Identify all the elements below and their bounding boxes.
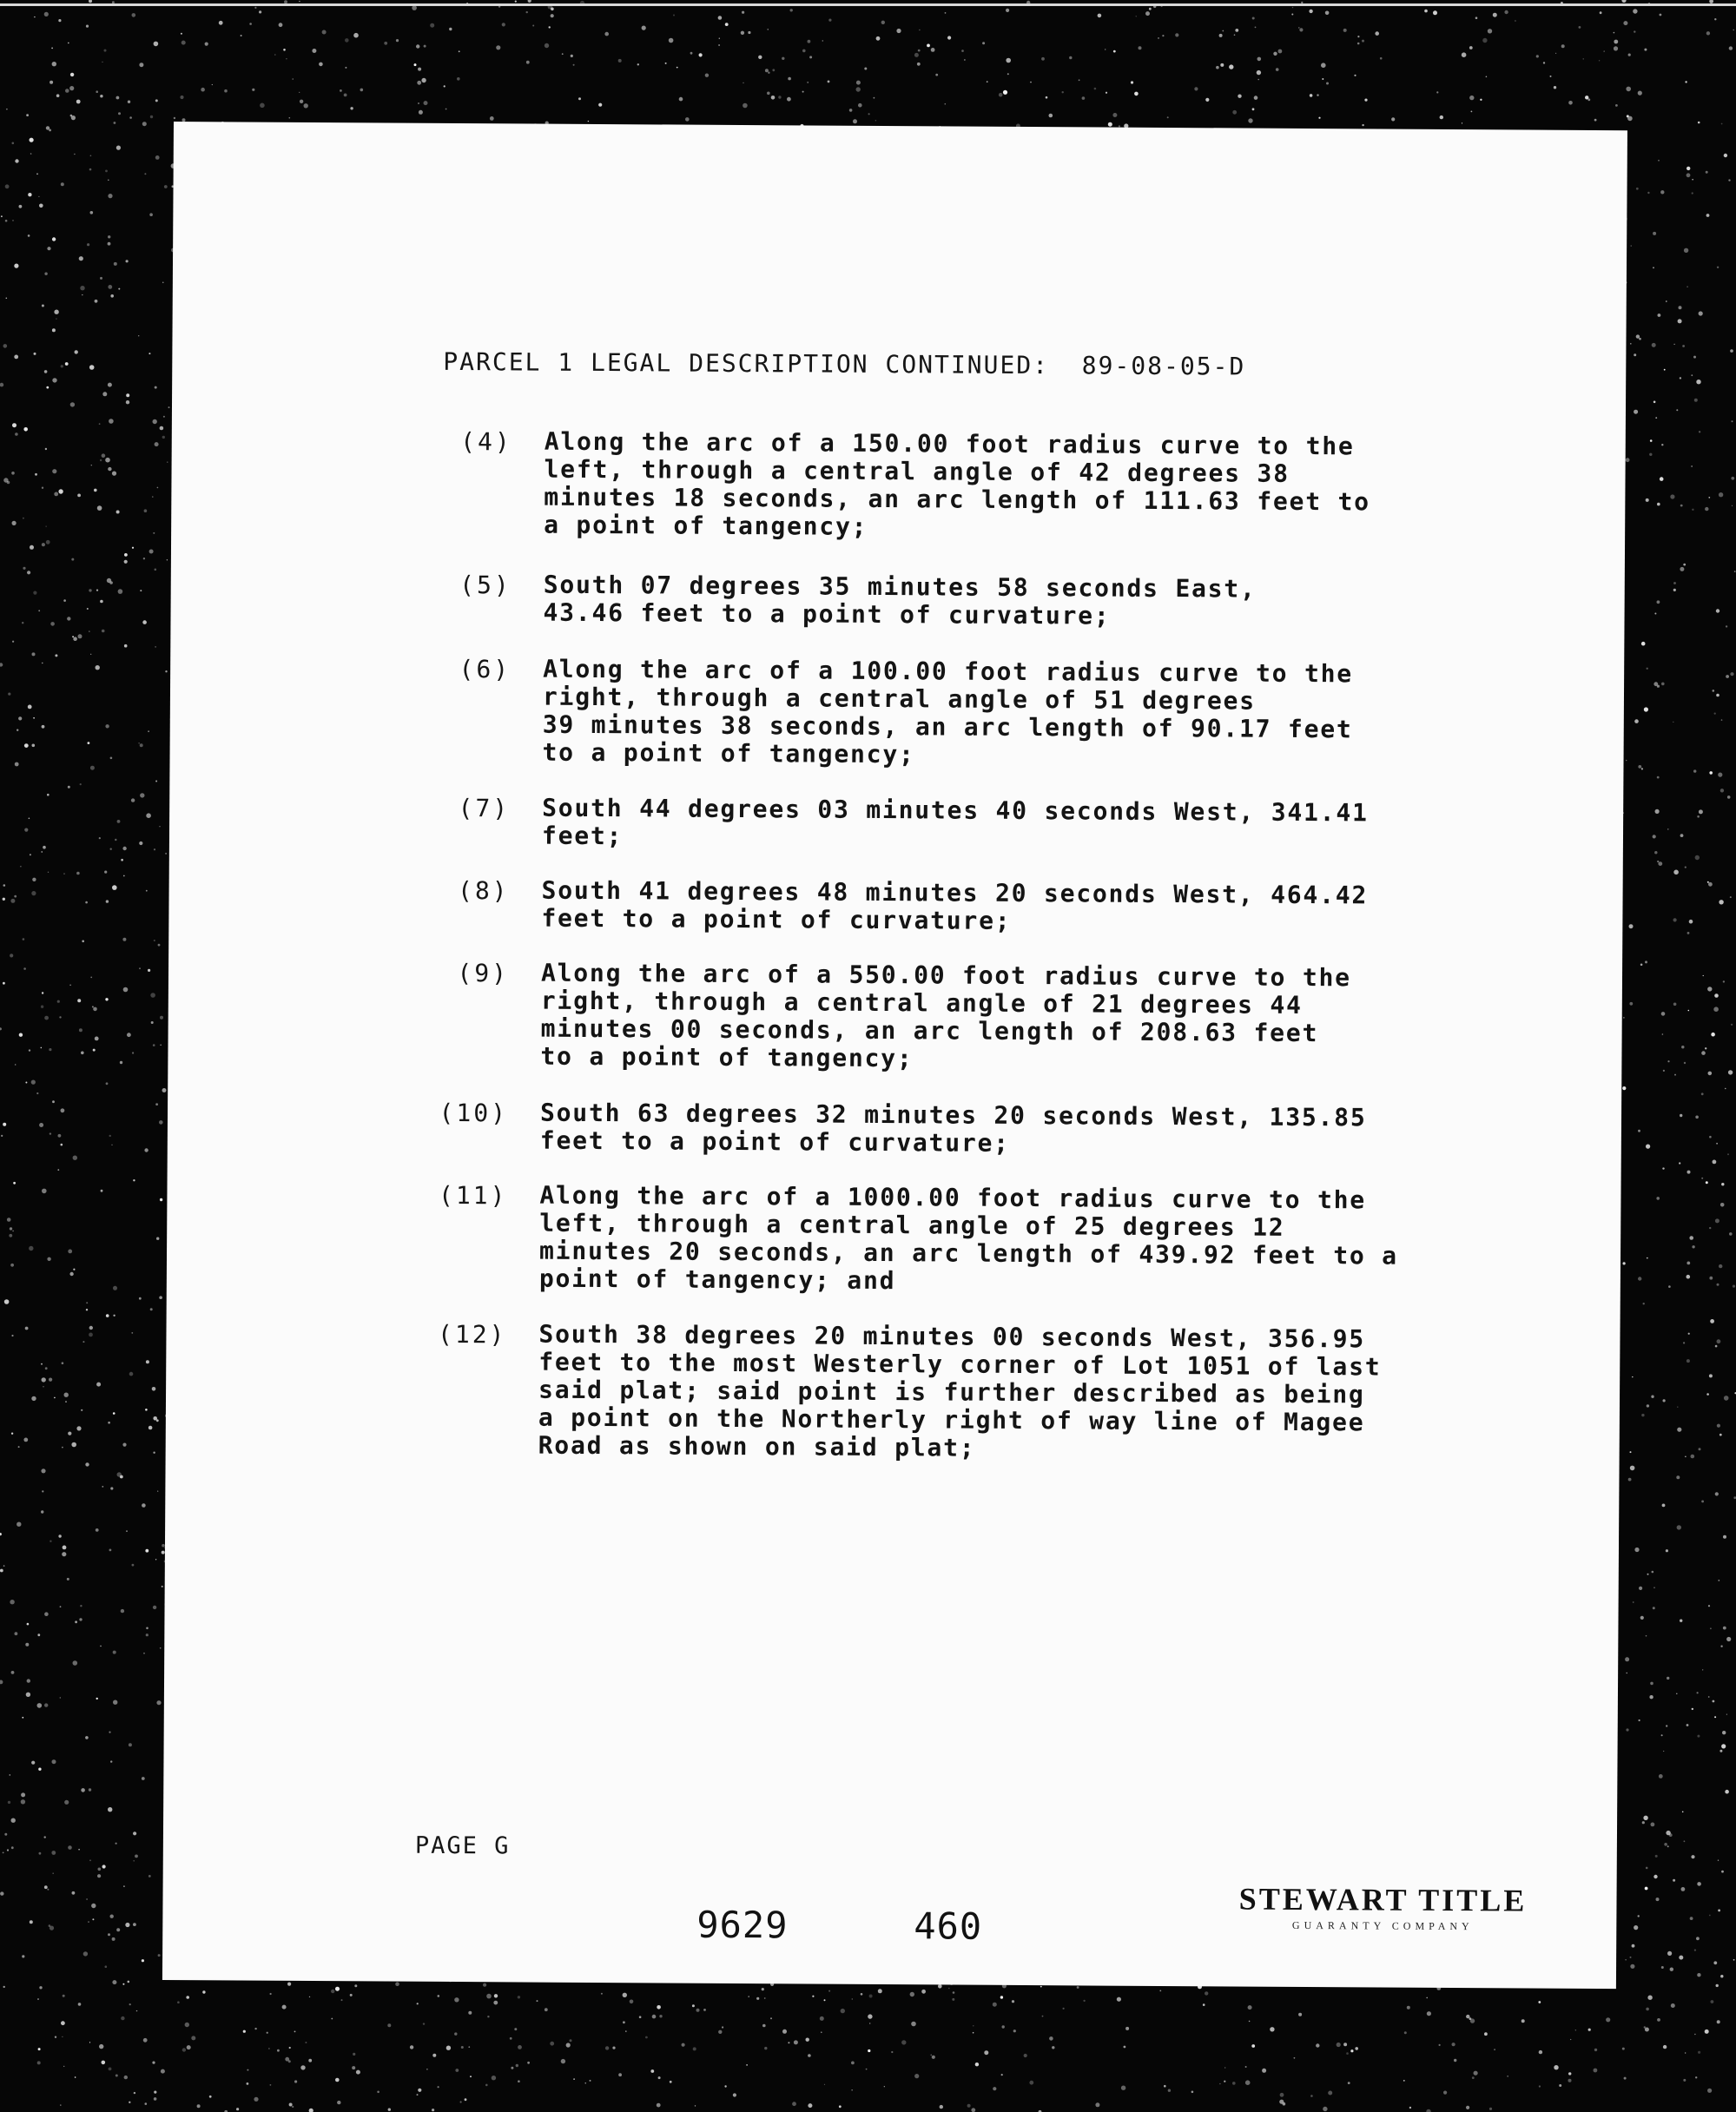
list-item [438, 1180, 1481, 1296]
list-item [443, 426, 1485, 541]
logo-tagline: GUARANTY COMPANY [1291, 1918, 1474, 1933]
list-item [439, 958, 1482, 1073]
list-item [442, 570, 1484, 630]
document-number: 9629 [696, 1903, 789, 1947]
page-label: PAGE G [414, 1832, 511, 1860]
item-number: (6) [459, 655, 512, 684]
item-text: Along the arc of a 150.00 foot radius curve to the left, through a central angle of 42 degrees 38 minutes 18 seconds, an arc length of 111.63 feet to a point of tangency; [544, 426, 1370, 541]
item-number: (5) [459, 571, 512, 600]
item-text: South 44 degrees 03 minutes 40 seconds West, 341.41 feet; [541, 793, 1369, 851]
item-number: (10) [439, 1098, 509, 1128]
stewart-title-logo [1200, 1880, 1565, 1934]
item-text: South 38 degrees 20 minutes 00 seconds West, 356.95 feet to the most Westerly corner of Lot 1051 of last said plat; said point is further described as being a point on the Northerly right of way line of Magee Road as shown on said plat; [538, 1319, 1382, 1462]
item-text: Along the arc of a 550.00 foot radius curve to the right, through a central angle of 21 degrees 44 minutes 00 seconds, an arc length of 208.63 feet to a point of tangency; [540, 958, 1351, 1073]
item-number: (8) [457, 876, 510, 906]
list-item [440, 793, 1482, 851]
list-item [440, 875, 1482, 935]
document-page [162, 122, 1627, 1989]
scan-top-edge [0, 3, 1736, 6]
logo-name: STEWART TITLE [1238, 1881, 1528, 1918]
item-number: (12) [437, 1319, 507, 1350]
item-number: (4) [460, 427, 512, 457]
list-item [437, 1319, 1480, 1462]
item-text: South 07 degrees 35 minutes 58 seconds East, 43.46 feet to a point of curvature; [543, 570, 1257, 630]
item-text: South 41 degrees 48 minutes 20 seconds West, 464.42 feet to a point of curvature; [541, 875, 1369, 935]
page-number: 460 [914, 1904, 983, 1948]
list-item [441, 654, 1483, 769]
item-text: South 63 degrees 32 minutes 20 seconds West, 135.85 feet to a point of curvature; [539, 1098, 1367, 1158]
item-number: (11) [438, 1180, 508, 1211]
document-heading: PARCEL 1 LEGAL DESCRIPTION CONTINUED: 89-08-05-D [443, 346, 1246, 381]
list-item [439, 1098, 1481, 1158]
legal-description-list [437, 426, 1485, 1462]
item-number: (9) [457, 959, 510, 988]
item-text: Along the arc of a 100.00 foot radius curve to the right, through a central angle of 51 degrees 39 minutes 38 seconds, an arc length of 90.17 feet to a point of tangency; [542, 654, 1354, 769]
item-text: Along the arc of a 1000.00 foot radius curve to the left, through a central angle of 25 degrees 12 minutes 20 seconds, an arc length of 439.92 feet to a point of tangency; and [538, 1180, 1398, 1296]
item-number: (7) [458, 794, 511, 823]
